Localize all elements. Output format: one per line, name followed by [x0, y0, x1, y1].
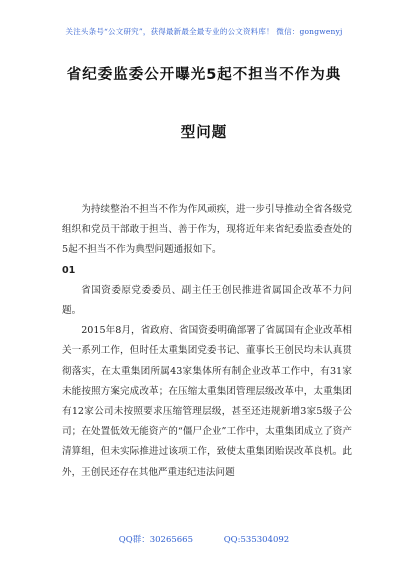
footer-qq: QQ:535304092 [223, 535, 290, 545]
footer-qq-group: QQ群：30265665 [118, 535, 193, 545]
document-title-line-2: 型问题 [180, 125, 228, 141]
body-paragraph: 2015年8月，省政府、省国资委明确部署了省属国有企业改革相关一系列工作，但时任太重集团党委书记、董事长王创民均未认真贯彻落实，在太重集团所属43家集体所有制企业改革工作中，有31家未能按照方案完成改革；在压缩太重集团管理层级改革中，太重集团有12家公司未按照要求压缩管理层级，甚至还违规新增3家5级子公司；在处置低效无能资产的“僵尸企业”工作中，太重集团成立了资产清算组，但未实际推进过该项工作，致使太重集团贻误改革良机。此外，王创民还存在其他严重违纪违法问题 [62, 325, 352, 478]
section-heading: 省国资委原党委委员、副主任王创民推进省属国企改革不力问题。 [62, 284, 352, 317]
document-body [62, 200, 352, 483]
footer-contact [0, 533, 408, 545]
document-title-line-1: 省纪委监委公开曝光5起不担当不作为典 [66, 67, 342, 83]
header-note: 关注头条号“公文研究”，获得最新最全最专业的公文资料库！ 微信：gongwenyj [65, 27, 343, 36]
section-number: 01 [62, 264, 76, 276]
intro-paragraph: 为持续整治不担当不作为作风顽疾，进一步引导推动全省各级党组织和党员干部敢于担当、善于作为，现将近年来省纪委监委查处的5起不担当不作为典型问题通报如下。 [62, 204, 352, 256]
